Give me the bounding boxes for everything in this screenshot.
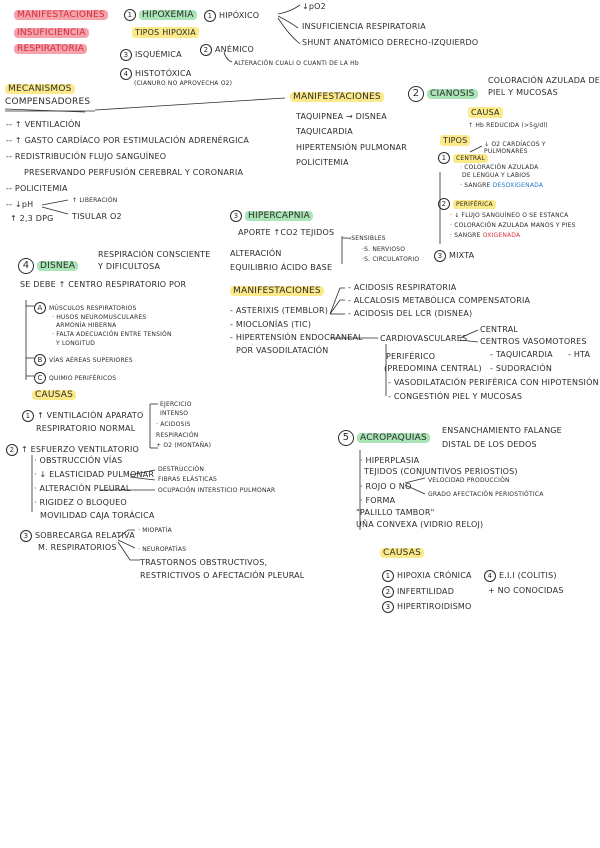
acro-desc-2: DISTAL DE LOS DEDOS — [442, 440, 537, 449]
hip-central-d: CENTROS VASOMOTORES — [480, 337, 587, 346]
anemico-sub: ALTERACIÓN CUALI O CUANTI DE LA Hb — [234, 60, 359, 67]
histotoxica-sub: (CIANURO NO APROVECHA O2) — [134, 80, 233, 87]
manif1-item-1: TAQUIPNEA → DISNEA — [296, 112, 387, 121]
cianosis-central: 1 CENTRAL — [438, 152, 488, 164]
acro-i3c: UÑA CONVEXA (VIDRIO RELOJ) — [356, 520, 484, 529]
shunt: SHUNT ANATÓMICO DERECHO-IZQUIERDO — [302, 38, 479, 47]
causas1-c3-r3: TRASTORNOS OBSTRUCTIVOS, — [140, 558, 268, 567]
acro-k5: + NO CONOCIDAS — [488, 586, 564, 595]
central-i1b: DE LENGUA Y LABIOS — [462, 172, 531, 179]
hipoxemia-heading: 1 HIPOXEMIA — [124, 9, 197, 21]
hipercapnia-sens: →SENSIBLES — [346, 235, 386, 242]
tipos-hipoxia-label: TIPOS HIPOXIA — [132, 28, 199, 38]
hipercapnia-aporte: APORTE ↑CO2 TEJIDOS — [238, 228, 335, 237]
cianosis-desc-1: COLORACIÓN AZULADA DE — [488, 76, 600, 85]
acro-i3: · FORMA — [360, 496, 396, 505]
causas1-c3-r1: · MIOPATÍA — [138, 527, 172, 534]
central-i1: · COLORACIÓN AZULADA — [460, 164, 539, 171]
title-line-2: INSUFICIENCIA — [14, 28, 89, 39]
hip-sud: - SUDORACIÓN — [490, 364, 553, 373]
acro-k1: 1 HIPOXIA CRÓNICA — [382, 570, 472, 582]
manif1-item-2: TAQUICARDIA — [296, 127, 353, 136]
mec-ph-r1: ↑ LIBERACIÓN — [72, 197, 118, 204]
hipercapnia-heading: 3 HIPERCAPNIA — [230, 210, 313, 222]
hipoxico-heading: 1 HIPÓXICO — [204, 10, 259, 22]
cianosis-heading: 2 CIANOSIS — [408, 86, 478, 102]
acro-i2-r1: VELOCIDAD PRODUCCIÓN — [428, 477, 510, 484]
hipercapnia-sens-2: ·S. CIRCULATORIO — [362, 256, 420, 263]
acro-i1b: TEJIDOS (CONJUNTIVOS PERIOSTIOS) — [364, 467, 518, 476]
causas1-c3b: M. RESPIRATORIOS — [38, 543, 117, 552]
hip-vaso: - VASODILATACIÓN PERIFÉRICA CON HIPOTENSIÓN — [388, 378, 599, 387]
mecanismos-title-2: COMPENSADORES — [5, 97, 91, 107]
disnea-a2b: Y LONGITUD — [56, 340, 96, 347]
acropaquias-heading: 5 ACROPAQUIAS — [338, 430, 430, 446]
mec-item-5: -- POLICITEMIA — [6, 184, 68, 193]
hipercapnia-alt-2: EQUILIBRIO ÁCIDO BASE — [230, 263, 333, 272]
disnea-a: A MÚSCULOS RESPIRATORIOS — [34, 302, 137, 314]
hip-m1: - ASTERIXIS (TEMBLOR) — [230, 306, 329, 315]
hip-periferico: PERIFÉRICO — [386, 352, 436, 361]
perif-i1: · ↓ FLUJO SANGUÍNEO O SE ESTANCA — [450, 212, 569, 219]
causas1-c3a: 3 SOBRECARGA RELATIVA — [20, 530, 135, 542]
manif1-title: MANIFESTACIONES — [290, 92, 384, 103]
cianosis-periferica: 2 PERIFÉRICA — [438, 198, 496, 210]
acro-causas-title: CAUSAS — [380, 548, 424, 559]
hip-cardio: CARDIOVASCULARES — [380, 334, 468, 343]
causas1-c1-l3: · ACIDOSIS — [156, 421, 191, 428]
mec-item-3: -- REDISTRIBUCIÓN FLUJO SANGUÍNEO — [6, 152, 167, 161]
acro-desc-1: ENSANCHAMIENTO FALANGE — [442, 426, 562, 435]
hipercapnia-alt-1: ALTERACIÓN — [230, 249, 282, 258]
perif-i2: · COLORACIÓN AZULADA MANOS Y PIES — [450, 222, 576, 229]
hip-perif-sub: (PREDOMINA CENTRAL) — [384, 364, 482, 373]
hip-hta: - HTA — [568, 350, 591, 359]
isquemica-item: 3 ISQUÉMICA — [120, 49, 182, 61]
causas1-c2-i2: · ↓ ELASTICIDAD PULMONAR — [34, 470, 155, 479]
hip-taq: - TAQUICARDIA — [490, 350, 553, 359]
causas1-c2: 2 ↑ ESFUERZO VENTILATORIO — [6, 444, 139, 456]
disnea-a1: · HUSOS NEUROMUSCULARES — [52, 314, 147, 321]
causas1-c3-r4: RESTRICTIVOS O AFECTACIÓN PLEURAL — [140, 571, 305, 580]
mec-ph: -- ↓pH — [6, 200, 34, 209]
acro-i2: · ROJO O NO — [360, 482, 412, 491]
hipercapnia-sens-1: ·S. NERVIOSO — [362, 246, 406, 253]
causas1-title: CAUSAS — [32, 390, 76, 401]
hip-cong: - CONGESTIÓN PIEL Y MUCOSAS — [388, 392, 523, 401]
causas1-c1-l4: RESPIRACIÓN — [156, 432, 199, 439]
acro-i2-r2: GRADO AFECTACIÓN PERIOSTIÓTICA — [428, 491, 544, 498]
cianosis-tipos: TIPOS — [440, 136, 470, 146]
cianosis-desc-2: PIEL Y MUCOSAS — [488, 88, 558, 97]
hip-m3b: POR VASODILATACIÓN — [236, 346, 329, 355]
causas1-c2-i4b: MOVILIDAD CAJA TORÁCICA — [40, 511, 155, 520]
central-i2: · SANGRE DESOXIGENADA — [460, 182, 544, 189]
acro-i3b: "PALILLO TAMBOR" — [356, 508, 435, 517]
mec-ph-r2: TISULAR O2 — [72, 212, 122, 221]
acro-k3: 3 HIPERTIROIDISMO — [382, 601, 472, 613]
causas1-c3-r2: · NEUROPATÍAS — [138, 546, 187, 553]
anemico-heading: 2 ANÉMICO — [200, 44, 254, 56]
acro-k2: 2 INFERTILIDAD — [382, 586, 454, 598]
hip-r3: - ACIDOSIS DEL LCR (DISNEA) — [348, 309, 473, 318]
disnea-desc-2: Y DIFICULTOSA — [98, 262, 161, 271]
title-line-1: MANIFESTACIONES — [14, 10, 108, 21]
causas1-c2-i3: · ALTERACIÓN PLEURAL — [34, 484, 131, 493]
causas1-c2-r2: FIBRAS ELÁSTICAS — [158, 476, 218, 483]
hip-m2: - MIOCLONÍAS (TIC) — [230, 320, 312, 329]
disnea-a2: · FALTA ADECUACIÓN ENTRE TENSIÓN — [52, 331, 172, 338]
insuf-resp: INSUFICIENCIA RESPIRATORIA — [302, 22, 426, 31]
causas1-c2-r3: OCUPACIÓN INTERSTICIO PULMONAR — [158, 487, 276, 494]
causas1-c2-i1: · OBSTRUCCIÓN VÍAS — [34, 456, 123, 465]
manif1-item-4: POLICITEMIA — [296, 158, 349, 167]
cianosis-causa: CAUSA — [468, 108, 503, 118]
perif-i3: · SANGRE OXIGENADA — [450, 232, 521, 239]
causas1-c1-l1: EJERCICIO — [160, 401, 192, 408]
acro-i1: · HIPERPLASIA — [360, 456, 420, 465]
hip-m3: - HIPERTENSIÓN ENDOCRANEAL — [230, 333, 363, 342]
disnea-b: B VÍAS AÉREAS SUPERIORES — [34, 354, 133, 366]
mec-item-4: PRESERVANDO PERFUSIÓN CEREBRAL Y CORONARIA — [24, 168, 244, 177]
cianosis-central-r: ↓ O2 CARDÍACOS Y PULMONARES — [484, 141, 546, 155]
causas1-c1-l2: INTENSO — [160, 410, 189, 417]
mec-item-1: -- ↑ VENTILACIÓN — [6, 120, 81, 129]
po2-label: ↓pO2 — [302, 2, 326, 11]
mec-dpg: ↑ 2,3 DPG — [10, 214, 54, 223]
disnea-c: C QUIMIO PERIFÉRICOS — [34, 372, 116, 384]
histotoxica-item: 4 HISTOTÓXICA — [120, 68, 191, 80]
mec-item-2: -- ↑ GASTO CARDÍACO POR ESTIMULACIÓN ADRENÉRGICA — [6, 136, 250, 145]
disnea-debe: SE DEBE ↑ CENTRO RESPIRATORIO POR — [20, 280, 187, 289]
causas1-c1a: 1 ↑ VENTILACIÓN APARATO — [22, 410, 143, 422]
hip-r2: - ALCALOSIS METABÓLICA COMPENSATORIA — [348, 296, 531, 305]
causas1-c1-l5: + O2 (MONTAÑA) — [156, 442, 212, 449]
hipercapnia-manif: MANIFESTACIONES — [230, 286, 324, 297]
acro-k4: 4 E.I.I (COLITIS) — [484, 570, 557, 582]
causas1-c2-r1: DESTRUCCIÓN — [158, 466, 205, 473]
causas1-c2-i4: · RIGIDEZ O BLOQUEO — [34, 498, 127, 507]
disnea-desc-1: RESPIRACIÓN CONSCIENTE — [98, 250, 211, 259]
cianosis-causa-text: ↑ Hb REDUCIDA (>5g/dl) — [468, 122, 548, 129]
disnea-a1b: ARMONÍA HIBERNA — [56, 322, 117, 329]
hip-r1: - ACIDOSIS RESPIRATORIA — [348, 283, 457, 292]
hip-central: CENTRAL — [480, 325, 519, 334]
title-line-3: RESPIRATORIA — [14, 44, 87, 55]
causas1-c1b: RESPIRATORIO NORMAL — [36, 424, 136, 433]
manif1-item-3: HIPERTENSIÓN PULMONAR — [296, 143, 407, 152]
cianosis-mixta: 3 MIXTA — [434, 250, 474, 262]
mecanismos-title-1: MECANISMOS — [5, 84, 75, 95]
disnea-heading: 4 DISNEA — [18, 258, 78, 274]
